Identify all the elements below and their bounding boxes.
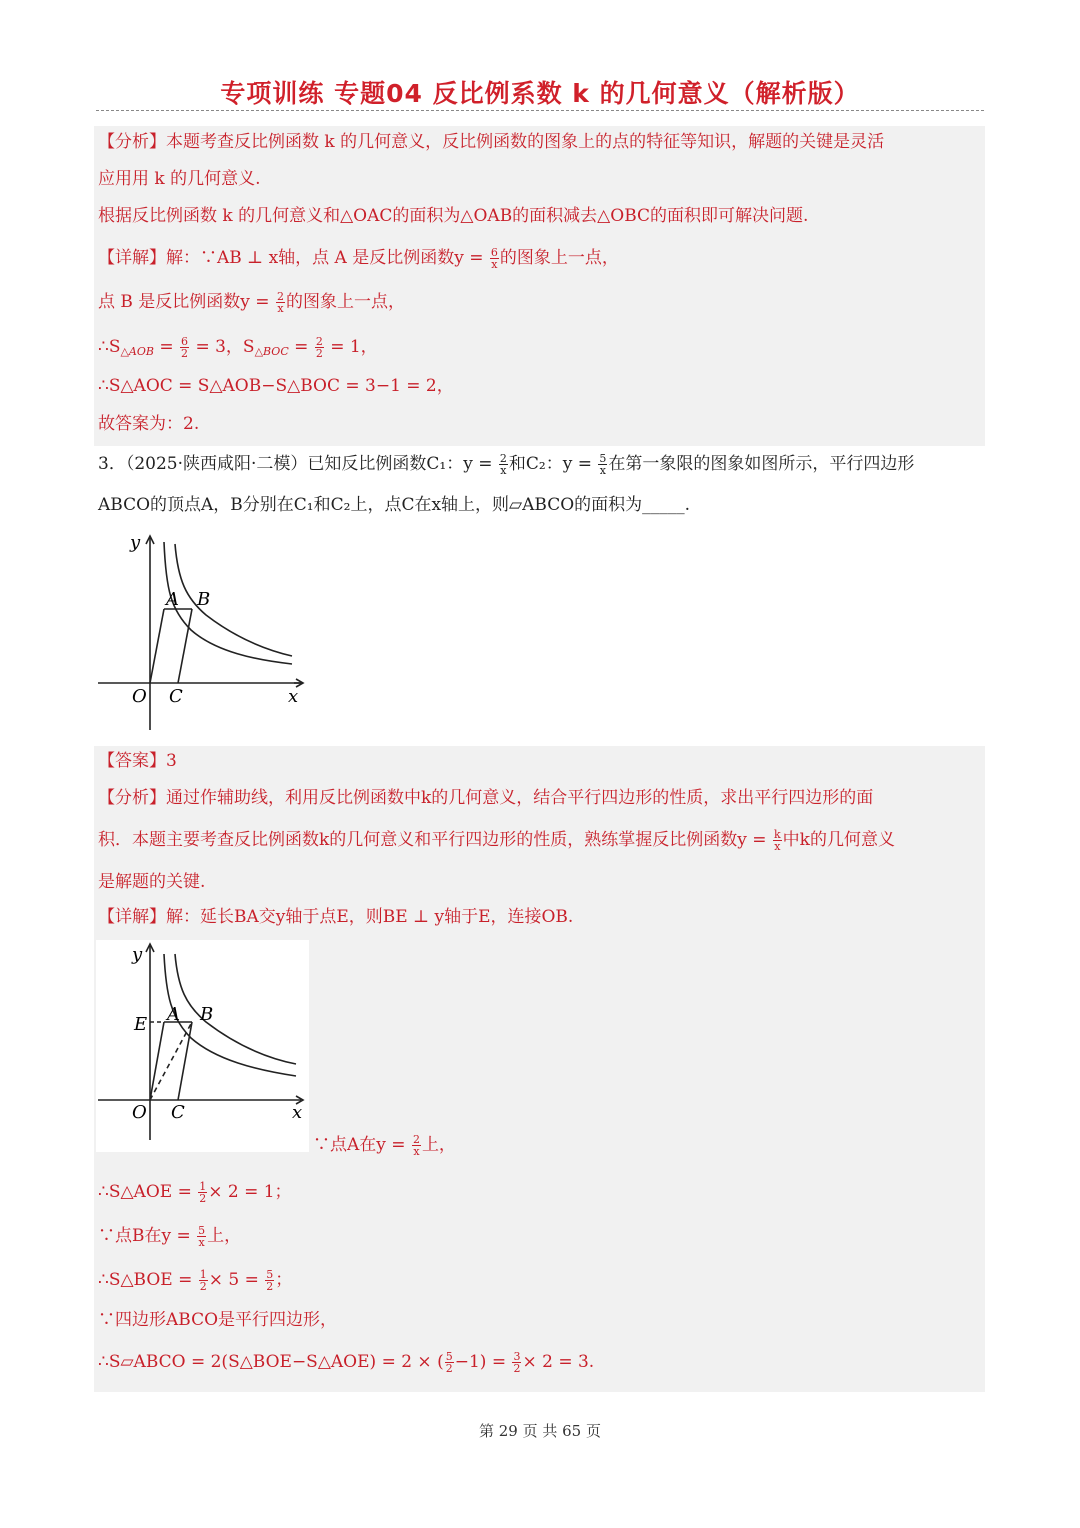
fraction: $\frac{2}{2}$: [315, 335, 323, 360]
fraction: $\frac{6}{x}$: [490, 246, 498, 271]
analysis-line-3: 根据反比例函数 k 的几何意义和△OAC的面积为△OAB的面积减去△OBC的面积即可解决问题.: [98, 206, 809, 226]
origin-label: O: [132, 686, 147, 707]
fraction: $\frac{5}{x}$: [599, 452, 607, 477]
fraction: $\frac{5}{2}$: [266, 1268, 274, 1293]
fraction: $\frac{2}{x}$: [412, 1133, 420, 1158]
detail-line-5: 故答案为：2.: [98, 414, 200, 434]
y-axis-label: y: [130, 532, 141, 553]
origin-label: O: [132, 1102, 147, 1123]
point-a-label: A: [167, 1004, 180, 1025]
fraction: $\frac{6}{2}$: [181, 335, 189, 360]
fraction: $\frac{1}{2}$: [199, 1180, 207, 1205]
detail-line-4: ∴S△AOC = S△AOB−S△BOC = 3−1 = 2，: [98, 376, 454, 396]
step-line-2: ∴S△AOE = $\frac{1}{2}$ × 2 = 1；: [98, 1180, 292, 1205]
step-line-3: ∵点B在y = $\frac{5}{x}$ 上，: [98, 1224, 242, 1249]
analysis-line-1: 【分析】本题考查反比例函数 k 的几何意义，反比例函数的图象上的点的特征等知识，解题的关键是灵活: [98, 132, 885, 152]
fraction: $\frac{2}{x}$: [499, 452, 507, 477]
point-c-label: C: [171, 1102, 185, 1123]
page-number: 第 29 页 共 65 页: [478, 1422, 601, 1440]
analysis2-line-2: 积．本题主要考查反比例函数k的几何意义和平行四边形的性质，熟练掌握反比例函数y = $\frac{k}{x}$ 中k的几何意义: [98, 828, 895, 853]
step-line-6: ∴S▱ABCO = 2(S△BOE−S△AOE) = 2 × ( $\frac{5}{2}$ −1) = $\frac{3}{2}$ × 2 = 3.: [98, 1350, 595, 1375]
y-axis-label: y: [132, 944, 143, 965]
analysis2-line-3: 是解题的关键.: [98, 872, 206, 892]
point-b-label: B: [197, 589, 211, 610]
detail2-line: 【详解】解：延长BA交y轴于点E，则BE ⊥ y轴于E，连接OB.: [98, 907, 574, 927]
fraction: $\frac{3}{2}$: [513, 1350, 521, 1375]
step-line-5: ∵四边形ABCO是平行四边形，: [98, 1310, 338, 1330]
detail-line-1-text: 【详解】解：∵AB ⊥ x轴，点 A 是反比例函数y =: [98, 248, 489, 268]
question-line-1: 3．（2025·陕西咸阳·二模）已知反比例函数C₁：y = $\frac{2}{x}$ 和C₂：y = $\frac{5}{x}$ 在第一象限的图象如图所示，平行四边形: [98, 452, 915, 477]
fraction: $\frac{1}{2}$: [199, 1268, 207, 1293]
fraction: $\frac{2}{x}$: [276, 290, 284, 315]
question-line-2: ABCO的顶点A，B分别在C₁和C₂上，点C在x轴上，则▱ABCO的面积为_____.: [98, 495, 691, 515]
point-e-label: E: [134, 1014, 148, 1035]
detail-line-1: 【详解】解：∵AB ⊥ x轴，点 A 是反比例函数y = $\frac{6}{x}$ 的图象上一点，: [98, 246, 619, 271]
analysis-line-2: 应用用 k 的几何意义.: [98, 169, 261, 189]
detail-line-2: 点 B 是反比例函数y = $\frac{2}{x}$ 的图象上一点，: [98, 290, 405, 315]
page-title: 专项训练 专题04 反比例系数 k 的几何意义（解析版）: [220, 79, 860, 108]
question-figure: [96, 530, 310, 735]
analysis2-line-1: 【分析】通过作辅助线，利用反比例函数中k的几何意义，结合平行四边形的性质，求出平行四边形的面: [98, 788, 874, 808]
title-divider: [96, 110, 984, 111]
detail-line-3: $\therefore S_{\triangle AOB}$ = $\frac{6}{2}$ = 3，$S_{\triangle BOC}$ = $\frac{2}{2}$ = 1，: [98, 335, 378, 360]
solution-figure: [96, 940, 310, 1145]
point-a-label: A: [166, 589, 179, 610]
step-line-4: ∴S△BOE = $\frac{1}{2}$ × 5 = $\frac{5}{2}$ ；: [98, 1268, 293, 1293]
fraction: $\frac{k}{x}$: [773, 828, 781, 853]
point-b-label: B: [200, 1004, 214, 1025]
step-line-1: ∵点A在y = $\frac{2}{x}$ 上，: [313, 1133, 456, 1158]
fraction: $\frac{5}{x}$: [198, 1224, 206, 1249]
x-axis-label: x: [292, 1102, 303, 1123]
answer-line: 【答案】3: [98, 751, 177, 771]
fraction: $\frac{5}{2}$: [445, 1350, 453, 1375]
x-axis-label: x: [288, 686, 299, 707]
point-c-label: C: [169, 686, 183, 707]
